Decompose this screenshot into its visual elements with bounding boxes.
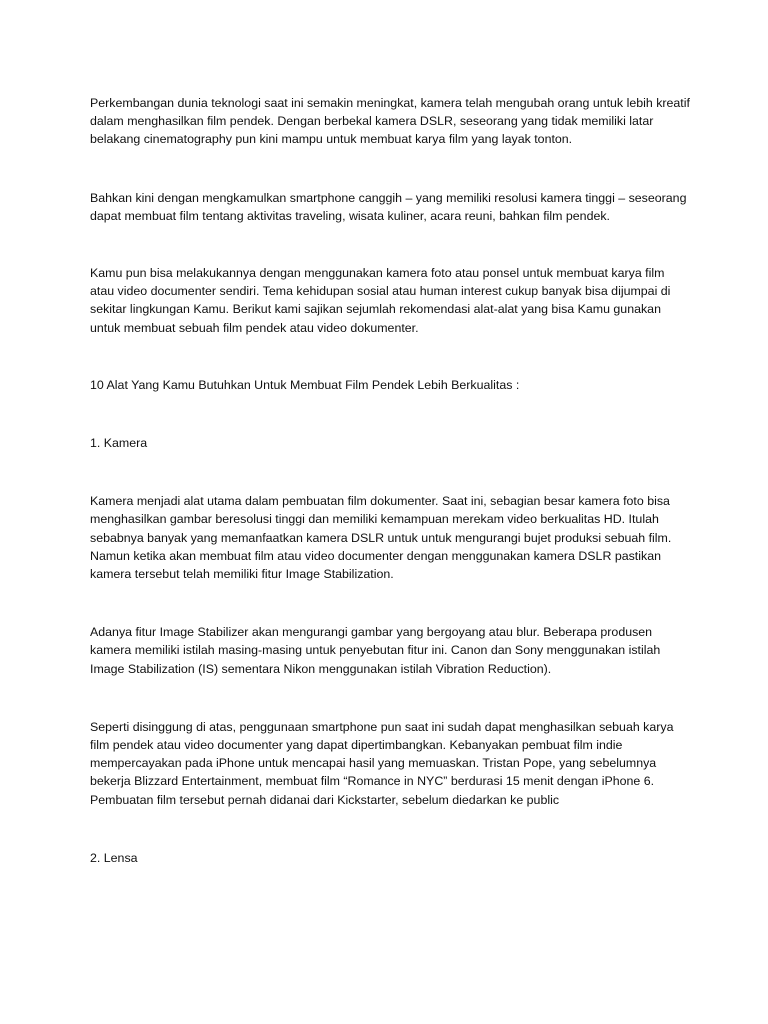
stabilizer-paragraph: Adanya fitur Image Stabilizer akan mengurangi gambar yang bergoyang atau blur. Beberapa produsen kamera memiliki istilah masing-masing untuk penyebutan fitur ini. Canon dan Sony menggunakan istilah Image Stabilization (IS) sementara Nikon menggunakan istilah Vibration Reduction). xyxy=(90,625,661,676)
document-body xyxy=(90,94,690,867)
iphone-paragraph: Seperti disinggung di atas, penggunaan smartphone pun saat ini sudah dapat menghasilkan sebuah karya film pendek atau video documenter yang dapat dipertimbangkan. Kebanyakan pembuat film indie mempercayakan pada iPhone untuk mencapai hasil yang memuaskan. Tristan Pope, yang sebelumnya bekerja Blizzard Entertainment, membuat film “Romance in NYC” berdurasi 15 menit dengan iPhone 6. Pembuatan film tersebut pernah didanai dari Kickstarter, sebelum diedarkan ke public xyxy=(90,719,674,807)
smartphone-paragraph: Bahkan kini dengan mengkamulkan smartphone canggih – yang memiliki resolusi kamera tinggi – seseorang dapat membuat film tentang aktivitas traveling, wisata kuliner, acara reuni, bahkan film pendek. xyxy=(90,190,687,223)
section-heading-kamera: 1. Kamera xyxy=(90,436,148,451)
intro-paragraph: Perkembangan dunia teknologi saat ini semakin meningkat, kamera telah mengubah orang untuk lebih kreatif dalam menghasilkan film pendek. Dengan berbekal kamera DSLR, seseorang yang tidak memiliki latar belakang cinematography pun kini mampu untuk membuat karya film yang layak tonton. xyxy=(90,96,690,147)
kamera-paragraph: Kamera menjadi alat utama dalam pembuatan film dokumenter. Saat ini, sebagian besar kamera foto bisa menghasilkan gambar beresolusi tinggi dan memiliki kemampuan merekam video berkualitas HD. Itulah sebabnya banyak yang memanfaatkan kamera DSLR untuk untuk mengurangi bujet produksi sebuah film. Namun ketika akan membuat film atau video documenter dengan menggunakan kamera DSLR pastikan kamera tersebut telah memiliki fitur Image Stabilization. xyxy=(90,494,672,582)
section-heading-lensa: 2. Lensa xyxy=(90,850,138,865)
recommendation-paragraph: Kamu pun bisa melakukannya dengan menggunakan kamera foto atau ponsel untuk membuat karya film atau video documenter sendiri. Tema kehidupan sosial atau human interest cukup banyak bisa dijumpai di sekitar lingkungan Kamu. Berikut kami sajikan sejumlah rekomendasi alat-alat yang bisa Kamu gunakan untuk membuat sebuah film pendek atau video dokumenter. xyxy=(90,266,671,335)
list-heading: 10 Alat Yang Kamu Butuhkan Untuk Membuat Film Pendek Lebih Berkualitas : xyxy=(90,377,520,392)
